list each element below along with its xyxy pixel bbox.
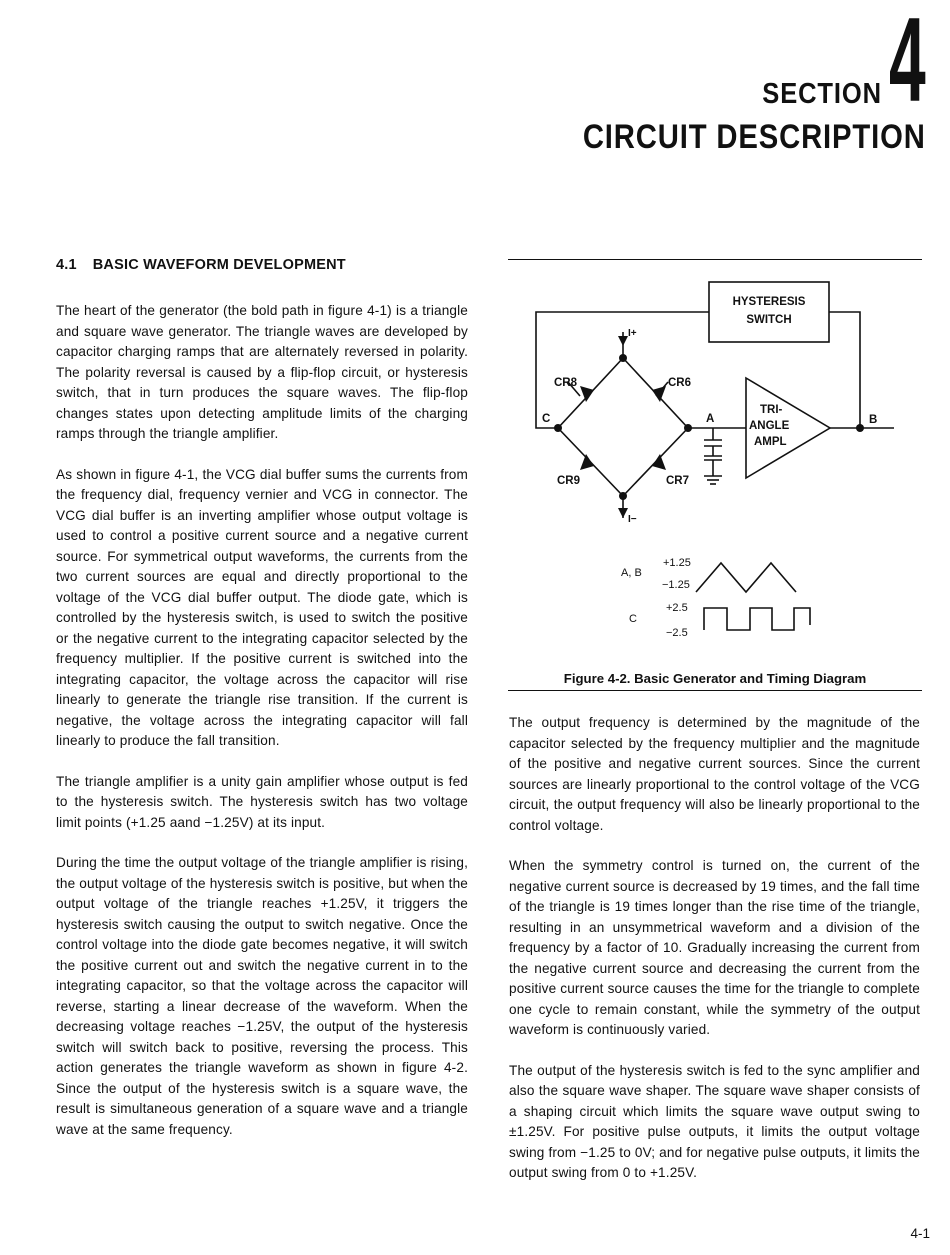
hysteresis-label: HYSTERESIS	[732, 296, 806, 308]
figure-top-rule	[508, 259, 922, 260]
figure-caption: Figure 4-2. Basic Generator and Timing Diagram	[563, 671, 867, 686]
feedback-wire	[536, 312, 709, 428]
label-node-a: A	[706, 413, 715, 425]
timing-ab-high: +1.25	[663, 557, 691, 569]
figure-bottom-rule	[508, 690, 922, 691]
section-title: CIRCUIT DESCRIPTION	[583, 118, 926, 156]
output-feedback-wire	[829, 312, 860, 428]
timing-ab-low: −1.25	[662, 579, 690, 591]
node-dot	[619, 492, 627, 500]
label-i-minus: I−	[628, 514, 637, 525]
amp-label: AMPL	[754, 436, 787, 448]
node-dot	[554, 424, 562, 432]
timing-c-high: +2.5	[666, 602, 688, 614]
timing-ab-label: A, B	[621, 567, 642, 579]
node-dot	[856, 424, 864, 432]
hysteresis-label: SWITCH	[746, 314, 792, 326]
label-cr8: CR8	[554, 377, 578, 389]
timing-c-low: −2.5	[666, 627, 688, 639]
amp-label: ANGLE	[749, 420, 790, 432]
left-column	[56, 301, 468, 1160]
paragraph: The triangle amplifier is a unity gain amplifier whose output is fed to the hysteresis switch. The hysteresis switch has two voltage limit points (+1.25 aand −1.25V) at its input.	[56, 773, 468, 830]
label-cr9: CR9	[557, 475, 581, 487]
paragraph: The output frequency is determined by the magnitude of the capacitor selected by the frequency multiplier and the magnitude of the positive and negative current sources. Since the current sources are linearly proportional to the control voltage of the VCG circuit, the output frequency will also be linearly proportional to the control voltage.	[509, 715, 920, 833]
subsection-heading	[56, 257, 346, 273]
section-word: SECTION	[762, 78, 882, 110]
paragraph: During the time the output voltage of the triangle amplifier is rising, the output voltage of the hysteresis switch is positive, but when the output voltage of the triangle reaches +1.25V, it triggers the hysteresis switch causing the output to switch negative. Once the control voltage into the diode gate becomes negative, it will switch the positive current out and switch the negative current in to the integrating capacitor, so that the voltage across the capacitor will reverse, starting a linear decrease of the waveform. When the decreasing voltage reaches −1.25V, the output of the hysteresis switch will switch back to positive, reversing the process. This action generates the triangle waveform as shown in figure 4-2. Since the output of the hysteresis switch is a square wave, the result is simultaneous generation of a square wave and a triangle wave at the same frequency.	[56, 855, 468, 1137]
node-dot	[684, 424, 692, 432]
label-node-c: C	[542, 413, 551, 425]
node-dot	[619, 354, 627, 362]
square-waveform	[704, 608, 810, 630]
triangle-waveform	[696, 563, 796, 592]
section-number: 4	[889, 0, 926, 127]
figure-circuit-diagram	[508, 270, 922, 670]
label-i-plus: I+	[628, 328, 637, 339]
page-number: 4-1	[910, 1226, 930, 1241]
label-cr7: CR7	[666, 475, 690, 487]
right-column	[509, 713, 920, 1204]
paragraph: When the symmetry control is turned on, the current of the negative current source is decreased by 19 times, and the fall time of the triangle is 19 times longer than the rise time of the triangle, resulting in an unsymmetrical waveform and a division of the frequency by a factor of 10. Gradually increasing the current from the negative current source and decreasing the current from the positive current source causes the time for the triangle to complete one cycle to remain constant, while the symmetry of the output waveform is continuously varied.	[509, 858, 920, 1037]
subsection-number: 4.1	[56, 257, 77, 273]
timing-c-label: C	[629, 613, 637, 625]
paragraph: As shown in figure 4-1, the VCG dial buffer sums the currents from the frequency dial, frequency vernier and VCG in connector. The VCG dial buffer is an inverting amplifier whose output voltage is used to control a positive current source and a negative current source. For symmetrical output waveforms, the currents from the two current sources are equal and directly proportional to the voltage of the VCG dial buffer output. The diode gate, which is controlled by the hysteresis switch, is used to switch the positive or the negative current to the integrating capacitor selected by the frequency multiplier. If the positive current is switched into the integrating capacitor, the voltage across the capacitor will rise linearly to generate the triangle rise transition. If the current is negative, the voltage across the integrating capacitor will fall linearly to produce the fall transition.	[56, 466, 468, 748]
hysteresis-switch-box	[709, 282, 829, 342]
label-cr6: CR6	[668, 377, 692, 389]
label-node-b: B	[869, 414, 878, 426]
paragraph: The heart of the generator (the bold path in figure 4-1) is a triangle and square wave generator. The triangle waves are developed by capacitor charging ramps that are alternately reversed in polarity. The polarity reversal is caused by a flip-flop circuit, or hysteresis switch, that in turn produces the square waves. The flip-flop changes states upon detecting amplitude limits of the charging ramps through the triangle amplifier.	[56, 303, 468, 441]
subsection-title: BASIC WAVEFORM DEVELOPMENT	[92, 257, 346, 273]
paragraph: The output of the hysteresis switch is fed to the sync amplifier and also the square wave shaper. The square wave shaper consists of a shaping circuit which limits the square wave output swing to ±1.25V. For positive pulse outputs, it limits the output voltage swing from −1.25 to 0V; and for negative pulse outputs, it limits the output swing from 0 to +1.25V.	[509, 1062, 920, 1180]
amp-label: TRI-	[760, 404, 783, 416]
